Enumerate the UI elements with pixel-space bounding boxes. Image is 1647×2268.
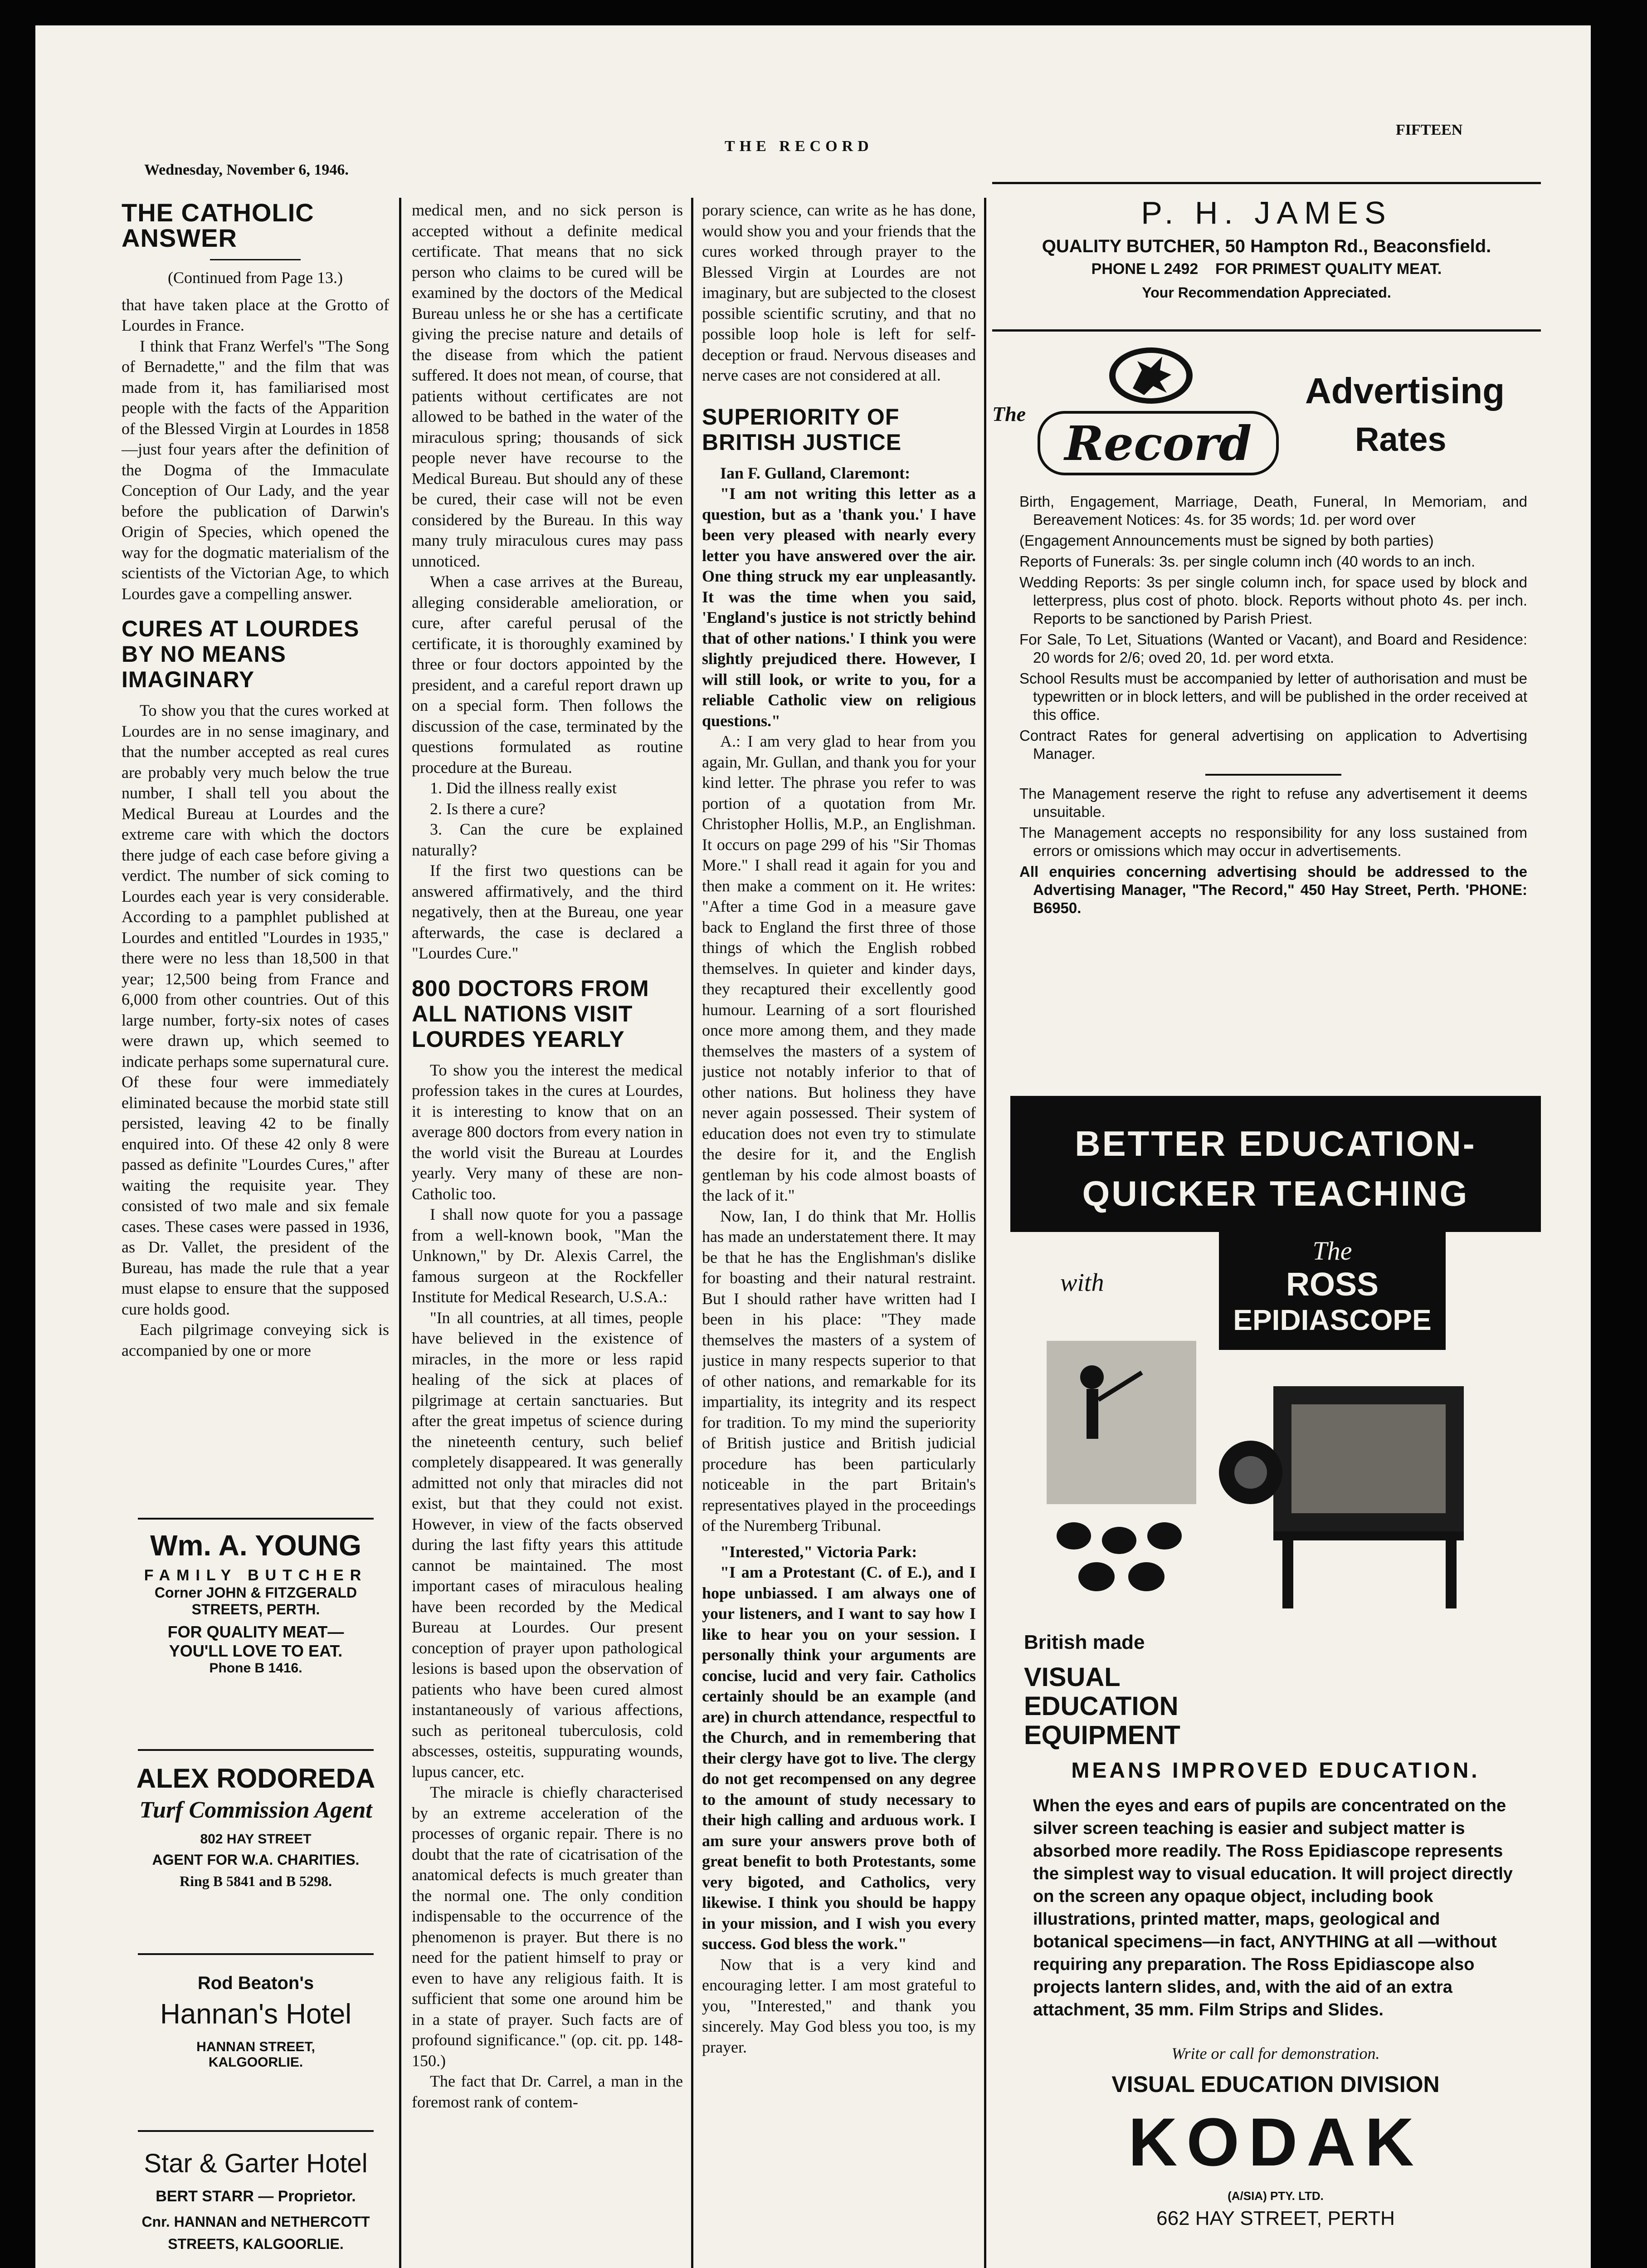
ad-rodoreda	[120, 1749, 392, 1944]
ad-line: QUALITY BUTCHER, 50 Hampton Rd., Beaconsfield.	[1042, 236, 1491, 256]
column-3	[702, 200, 976, 2268]
column-rule-2	[691, 198, 693, 2268]
ad-owner: Rod Beaton's	[197, 1973, 314, 1993]
article-body	[122, 700, 389, 1361]
rate-item: (Engagement Announcements must be signed by both parties)	[1019, 532, 1434, 549]
paragraph: When a case arrives at the Bureau, alleging considerable amelioration, or cure, after careful perusal of the certificate, it is thoroughly examined by three or four doctors appointed by the president, and a careful report drawn up on a special form. Then follows the discussion of the case, terminated by the questions formulated as routine procedure at the Bureau.	[412, 572, 683, 777]
letter-text: "I am not writing this letter as a question, but as a 'thank you.' I have been very pleased with nearly every letter you have answered over the air. One thing struck my ear unpleasantly. It was the time when you said, 'England's justice is not strictly behind that of other nations.' I think you were slightly prejudiced there. However, I will still look, or write to you, for a reliable Catholic view on religious questions."	[702, 484, 976, 730]
column-1	[122, 200, 389, 1511]
paragraph: The fact that Dr. Carrel, a man in the foremost rank of contem-	[412, 2072, 683, 2111]
paragraph: The miracle is chiefly characterised by an extreme acceleration of the processes of organic repair. There is no doubt that the rate of cicatrisation of the anatomical defects is much greater than the normal one. The only condition indispensable to the occurrence of the phenomenon is prayer. But there is no need for the patient himself to pray or even to have any religious faith. It is sufficient that some one around him be in a state of prayer. Such facts are of profound significance." (op. cit. pp. 148-150.)	[412, 1783, 683, 2070]
letter-byline: "Interested," Victoria Park:	[720, 1542, 917, 1561]
ad-star-garter	[120, 2130, 392, 2268]
kodak-panel	[1010, 1232, 1541, 2268]
rate-item: For Sale, To Let, Situations (Wanted or Vacant), and Board and Residence: 20 words for 2/6; oved 20, 1d. per word etxta.	[1019, 631, 1527, 666]
kodak-write: Write or call for demonstration.	[1171, 2044, 1380, 2063]
column-rule-3	[984, 198, 986, 2268]
ad-slogan: YOU'LL LOVE TO EAT.	[169, 1642, 343, 1660]
rate-note: The Management accepts no responsibility for any loss sustained from errors or omissions which may occur in advertisements.	[1019, 824, 1527, 859]
kodak-product-the: The	[1312, 1236, 1352, 1266]
rates-title: Advertising	[1305, 371, 1505, 411]
paragraph: 2. Is there a cure?	[430, 799, 546, 818]
ad-proprietor: BERT STARR — Proprietor.	[156, 2188, 356, 2205]
letter-byline: Ian F. Gulland, Claremont:	[720, 464, 911, 482]
ad-name: Hannan's Hotel	[160, 1999, 351, 2030]
column-2	[412, 200, 683, 2268]
kodak-headline: QUICKER TEACHING	[1082, 1173, 1469, 1213]
paragraph: medical men, and no sick person is accepted without a definite medical certificate. That means that no sick person who claims to be cured will be examined by the doctors of the Medical Bureau unless he or she has a certificate giving the precise nature and details of the disease from which the patient suffered. It does not mean, of course, that patients without certificates are not allowed to be bathed in the water of the miraculous spring; thousands of sick people never have recourse to the Medical Bureau. But should any of these be cured, their case will not be even considered by the Bureau. In this way many truly miraculous cures may pass unnoticed.	[412, 201, 683, 570]
newspaper-page	[35, 25, 1591, 2268]
paragraph: 3. Can the cure be explained naturally?	[412, 820, 683, 859]
rate-item: Wedding Reports: 3s per single column inch, for space used by block and letterpress, plus cost of photo. block. Reports without photo 4s. per inch. Reports to be sanctioned by Parish Priest.	[1019, 574, 1527, 627]
kodak-brand: KODAK	[1128, 2104, 1423, 2180]
kodak-address: 662 HAY STREET, PERTH	[1156, 2207, 1395, 2229]
column-rule-1	[399, 198, 401, 2268]
ad-address: KALGOORLIE.	[208, 2055, 303, 2070]
issue-date: Wednesday, November 6, 1946.	[144, 161, 349, 178]
letter-text: "I am a Protestant (C. of E.), and I hope unbiassed. I am always one of your listeners, and I want to say how I like to hear you on your session. I personally think your arguments are concise, lucid and very fair. Catholics certainly should be an example (and are) in church attendance, respectful to the Church, and in remembering that their clergy have got to live. The clergy do not get recompensed on any degree to the amount of study necessary to their high calling and arduous work. I am sure your answers prove both of great benefit to both Protestants, some very bigoted, and Catholics, very likewise. I think you should be happy in your mission, and I wish you every success. God bless the work."	[702, 1563, 976, 1953]
paragraph: that have taken place at the Grotto of Lourdes in France.	[122, 295, 389, 334]
article-body	[122, 295, 389, 605]
record-the: The	[992, 402, 1026, 425]
rate-item: Contract Rates for general advertising on application to Advertising Manager.	[1019, 727, 1527, 762]
article-title: SUPERIORITY OF BRITISH JUSTICE	[702, 404, 902, 455]
ad-rule	[138, 1518, 374, 1520]
article-body	[412, 1060, 683, 2113]
ad-advertising-rates	[992, 343, 1541, 1060]
masthead-small: THE RECORD	[725, 138, 873, 155]
kodak-equipment-line: EQUIPMENT	[1024, 1721, 1180, 1750]
kodak-pty: (A/SIA) PTY. LTD.	[1228, 2189, 1324, 2203]
ad-young	[120, 1518, 392, 1745]
kodak-equipment	[1024, 1663, 1180, 1750]
ad-name: Wm. A. YOUNG	[150, 1529, 361, 1562]
kodak-with: with	[1060, 1269, 1104, 1297]
ad-trade: Turf Commission Agent	[139, 1797, 372, 1823]
ad-rule	[138, 2130, 374, 2132]
paragraph: To show you that the cures worked at Lourdes are in no sense imaginary, and that the number accepted as real cures are probably very much below the true number, I shall tell you about the Medical Bureau at Lourdes and the extreme care with which the doctors there judge of each case before giving a verdict. The number of sick coming to Lourdes each year is very considerable. According to a pamphlet published at Lourdes and entitled "Lourdes in 1935," there were no less than 18,500 in that year; 12,500 being from France and 6,000 from other countries. Out of this large number, forty-six notes of cases were drawn up, which seemed to indicate perhaps some supernatural cure. Of these four were immediately eliminated because the morbid state still persisted, leaving 42 to be finally enquired into. Of these 42 only 8 were passed as definite "Lourdes Cures," after waiting the requisite year. They consisted of two male and six female cases. These cases were passed in 1936, as Dr. Vallet, the president of the Bureau, has made the rule that a year must elapse to ensure that the supposed cure holds good.	[122, 701, 389, 1318]
ad-name: Star & Garter Hotel	[144, 2149, 368, 2178]
ad-recommend: Your Recommendation Appreciated.	[1142, 284, 1391, 301]
ad-agent: AGENT FOR W.A. CHARITIES.	[152, 1852, 360, 1868]
rate-item: Birth, Engagement, Marriage, Death, Funeral, In Memoriam, and Bereavement Notices: 4s. for 35 words; 1d. per word over	[1019, 493, 1527, 528]
ad-phone: Ring B 5841 and B 5298.	[179, 1873, 332, 1889]
rate-item: Reports of Funerals: 3s. per single column inch (40 words to an inch.	[1019, 553, 1476, 570]
paragraph: 1. Did the illness really exist	[430, 779, 617, 797]
slogan: FOR PRIMEST QUALITY MEAT.	[1215, 260, 1442, 278]
ad-address: Cnr. HANNAN and NETHERCOTT	[141, 2214, 370, 2230]
record-logo	[1038, 411, 1279, 475]
rates-rule	[1205, 774, 1341, 776]
paragraph: I think that Franz Werfel's "The Song of Bernadette," and the film that was made from it, has familiarised most people with the facts of the Apparition of the Blessed Virgin at Lourdes in 1858—just four years after the definition of the Dogma of the Immaculate Conception of Our Lady, and the year before the publication of Darwin's Origin of Species, which opened the way for the dogmatic materialism of the scientists of the Victorian Age, to which Lourdes gave a compelling answer.	[122, 337, 389, 603]
kodak-british: British made	[1024, 1631, 1145, 1653]
ad-address: Corner JOHN & FITZGERALD	[154, 1584, 357, 1601]
ad-address: 802 HAY STREET	[200, 1832, 312, 1847]
ad-trade: FAMILY BUTCHER	[144, 1567, 368, 1584]
epidiascope-illustration	[1038, 1323, 1514, 1613]
ad-address: STREETS, PERTH.	[191, 1601, 320, 1618]
article-title: THE CATHOLIC ANSWER	[122, 200, 314, 252]
ad-phone: Phone B 1416.	[209, 1661, 302, 1676]
kodak-product: EPIDIASCOPE	[1233, 1304, 1432, 1336]
paragraph: Now that is a very kind and encouraging letter. I am most grateful to you, "Interested," and thank you sincerely. May God bless you too, is my prayer.	[702, 1955, 976, 2056]
page-number: FIFTEEN	[1396, 122, 1463, 138]
phone: PHONE L 2492	[1091, 260, 1199, 278]
kodak-equipment-line: VISUAL	[1024, 1662, 1121, 1692]
ad-rule	[992, 182, 1541, 184]
ad-address: STREETS, KALGOORLIE.	[168, 2236, 344, 2252]
rate-note: The Management reserve the right to refuse any advertisement it deems unsuitable.	[1019, 785, 1527, 820]
article-body	[702, 200, 976, 386]
ad-rule	[992, 329, 1541, 332]
paragraph: "In all countries, at all times, people have believed in the existence of miracles, in the more or less rapid healing of the sick at places of pilgrimage at certain sanctuaries. But after the great impetus of science during the nineteenth century, such belief completely disappeared. It was generally admitted not only that miracles did not exist, but that they could not exist. However, in view of the facts observed during the last fifty years this attitude cannot be maintained. The most important cases of miraculous healing have been recorded by the Medical Bureau at Lourdes. Our present conception of prayer upon pathological lesions is based upon the observation of patients who have been cured almost instantaneously of various affections, such as peritoneal tuberculosis, cold abscesses, osteitis, suppurating wounds, lupus cancer, etc.	[412, 1308, 683, 1781]
ad-pjames	[992, 182, 1541, 332]
article-body	[412, 200, 683, 964]
rates-title: Rates	[1355, 420, 1447, 458]
paragraph: Now, Ian, I do think that Mr. Hollis has made an understatement there. It may be that he has the Englishman's dislike for boasting and their natural restraint. But I should rather have written had I been in his place: "They made themselves the masters of a system of justice in many respects superior to that of other nations, and remarkable for its impartiality, its integrity and its respect for tradition. To my mind the superiority of British justice and British judicial procedure has been particularly noticeable in the part Britain's representatives played in the proceedings of the Nuremberg Tribunal.	[702, 1207, 976, 1535]
kodak-equipment-line: EDUCATION	[1024, 1691, 1179, 1721]
rate-item: School Results must be accompanied by letter of authorisation and must be typewritten or in block letters, and will be published in the order received at this office.	[1019, 670, 1527, 723]
paragraph: If the first two questions can be answered affirmatively, and the third negatively, then at the Bureau, one year afterwards, the case is declared a "Lourdes Cure."	[412, 861, 683, 962]
rate-note: All enquiries concerning advertising should be addressed to the Advertising Manager, "The Record," 450 Hay Street, Perth. 'PHONE: B6950.	[1019, 863, 1527, 916]
ad-name: P. H. JAMES	[1141, 195, 1392, 230]
ad-rule	[138, 1749, 374, 1751]
record-logo-text: Record	[1064, 415, 1252, 471]
paragraph: To show you the interest the medical profession takes in the cures at Lourdes, it is interesting to know that on an average 800 doctors from every nation in the world visit the Bureau at Lourdes yearly. Very many of these are non-Catholic too.	[412, 1061, 683, 1203]
ad-rule	[138, 1953, 374, 1955]
kodak-body: When the eyes and ears of pupils are concentrated on the silver screen teaching is easier and subject matter is absorbed more readily. The Ross Epidiascope represents the simplest way to visual education. It will project directly on the screen any opaque object, including book illustrations, printed matter, maps, geological and botanical specimens—in fact, ANYTHING at all —without requiring any preparation. The Ross Epidiascope also projects lantern slides, and, with the aid of an extra attachment, 35 mm. Film Strips and Slides.	[1033, 1796, 1513, 2019]
subhead: 800 DOCTORS FROM ALL NATIONS VISIT LOURDES YEARLY	[412, 975, 649, 1052]
subhead: CURES AT LOURDES BY NO MEANS IMAGINARY	[122, 616, 360, 692]
ad-address: HANNAN STREET,	[196, 2039, 315, 2054]
ad-hannans	[120, 1953, 392, 2126]
kodak-product: ROSS	[1286, 1266, 1379, 1303]
paragraph: Each pilgrimage conveying sick is accompanied by one or more	[122, 1320, 389, 1359]
ad-phone	[992, 260, 1541, 278]
paragraph: I shall now quote for you a passage from a well-known book, "Man the Unknown," by Dr. Alexis Carrel, the famous surgeon at the Rockfeller Institute for Medical Research, U.S.A.:	[412, 1205, 683, 1306]
kodak-division: VISUAL EDUCATION DIVISION	[1111, 2072, 1440, 2097]
continued-note: (Continued from Page 13.)	[168, 269, 343, 287]
ad-kodak	[1010, 1096, 1541, 2268]
ad-slogan: FOR QUALITY MEAT—	[167, 1623, 344, 1641]
kodak-headline: BETTER EDUCATION-	[1075, 1124, 1476, 1163]
griffin-crest-icon	[1087, 343, 1214, 406]
ad-name: ALEX RODOREDA	[136, 1763, 375, 1794]
title-rule	[210, 259, 301, 260]
rates-list	[1019, 493, 1527, 920]
kodak-means: MEANS IMPROVED EDUCATION.	[1071, 1759, 1480, 1783]
paragraph: A.: I am very glad to hear from you again, Mr. Gullan, and thank you for your kind letter. The phrase you refer to was portion of a quotation from Mr. Christopher Hollis, M.P., an Englishman. It occurs on page 299 of his "Sir Thomas More." I shall read it again for you and then make a comment on it. He writes: "After a time God in a measure gave back to England the first three of those things of which the English robbed themselves. In quieter and kinder days, they recaptured their excellently good humour. Learning of a sort flourished once more among them, and they made themselves the masters of a system of justice not notably inferior to that of other nations. But holiness they have never again possessed. Their system of education does not even try to stimulate the desire for it, and the English gentleman by his code almost boasts of the lack of it."	[702, 732, 976, 1204]
paragraph: porary science, can write as he has done, would show you and your friends that the cures worked through prayer to the Blessed Virgin at Lourdes are not imaginary, but are subjected to the closest possible scientific scrutiny, and that no possible loop hole is left for self-deception or fraud. Nervous diseases and nerve cases are not considered at all.	[702, 201, 976, 384]
article-body	[702, 463, 976, 2058]
